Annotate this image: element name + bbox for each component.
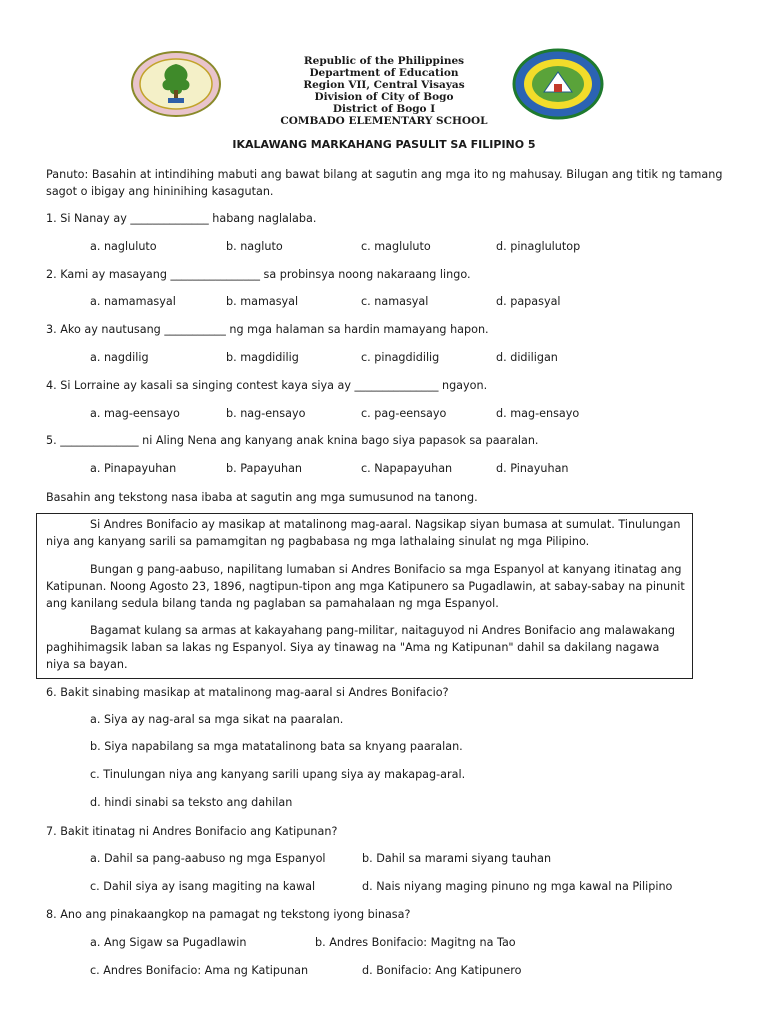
q2-option-a: a. namamasyal [90, 295, 176, 308]
q1-option-c: c. magluluto [361, 240, 431, 253]
q4-option-c: c. pag-eensayo [361, 407, 447, 420]
q1-option-b: b. nagluto [226, 240, 283, 253]
q7-option-b: b. Dahil sa marami siyang tauhan [362, 852, 552, 865]
q6-option-c: c. Tinulungan niya ang kanyang sarili upang siya ay makapag-aral. [90, 768, 466, 781]
q1-option-a: a. nagluluto [90, 240, 157, 253]
question-1: 1. Si Nanay ay ______________ habang naglalaba. [46, 212, 317, 225]
q5-option-b: b. Papayuhan [226, 462, 303, 475]
exam-title: IKALAWANG MARKAHANG PASULIT SA FILIPINO 5 [232, 138, 536, 151]
q3-option-a: a. nagdilig [90, 351, 149, 364]
header-department: Department of Education [309, 67, 459, 79]
q5-option-a: a. Pinapayuhan [90, 462, 177, 475]
q5-option-d: d. Pinayuhan [496, 462, 569, 475]
q4-option-d: d. mag-ensayo [496, 407, 580, 420]
q8-option-b: b. Andres Bonifacio: Magitng na Tao [315, 936, 516, 949]
question-6: 6. Bakit sinabing masikap at matalinong mag-aaral si Andres Bonifacio? [46, 686, 449, 699]
q4-option-b: b. nag-ensayo [226, 407, 306, 420]
q3-option-b: b. magdidilig [226, 351, 299, 364]
question-2: 2. Kami ay masayang ________________ sa probinsya noong nakaraang lingo. [46, 268, 471, 281]
q8-option-c: c. Andres Bonifacio: Ama ng Katipunan [90, 964, 309, 977]
q4-option-a: a. mag-eensayo [90, 407, 180, 420]
q7-option-a: a. Dahil sa pang-aabuso ng mga Espanyol [90, 852, 326, 865]
question-5: 5. ______________ ni Aling Nena ang kanyang anak knina bago siya papasok sa paaralan. [46, 434, 539, 447]
header-republic: Republic of the Philippines [303, 55, 465, 67]
q2-option-d: d. papasyal [496, 295, 561, 308]
q2-option-b: b. mamasyal [226, 295, 299, 308]
q3-option-c: c. pinagdidilig [361, 351, 440, 364]
question-8: 8. Ano ang pinakaangkop na pamagat ng tekstong iyong binasa? [46, 908, 411, 921]
header-district: District of Bogo I [332, 103, 436, 115]
passage-paragraph-3: Bagamat kulang sa armas at kakayahang pang-militar, naitaguyod ni Andres Bonifacio ang malawakang paghihimagsik laban sa lakas ng Espanyol. Siya ay tinawag na "Ama ng Katipunan" dahil sa dakilang nagawa niya sa bayan. [46, 624, 676, 671]
question-3: 3. Ako ay nautusang ___________ ng mga halaman sa hardin mamayang hapon. [46, 323, 489, 336]
question-4: 4. Si Lorraine ay kasali sa singing contest kaya siya ay _______________ ngayon. [46, 379, 488, 392]
deped-division-seal-icon [130, 50, 222, 118]
q7-option-c: c. Dahil siya ay isang magiting na kawal [90, 880, 316, 893]
instructions: Panuto: Basahin at intindihing mabuti ang bawat bilang at sagutin ang mga ito ng mahusay. Bilugan ang titik ng tamang sagot o ibigay ang hininihing kasagutan. [46, 168, 723, 198]
q5-option-c: c. Napapayuhan [361, 462, 453, 475]
q8-option-a: a. Ang Sigaw sa Pugadlawin [90, 936, 247, 949]
passage-paragraph-1: Si Andres Bonifacio ay masikap at matalinong mag-aaral. Nagsikap siyan bumasa at sumulat. Tinulungan niya ang kanyang sarili sa pamamgitan ng pagbabasa ng mga lathalaing sinulat ng mga Pilipino. [46, 518, 681, 548]
q2-option-c: c. namasyal [361, 295, 429, 308]
reading-instruction: Basahin ang tekstong nasa ibaba at sagutin ang mga sumusunod na tanong. [46, 491, 478, 504]
header-region: Region VII, Central Visayas [303, 79, 465, 91]
q6-option-b: b. Siya napabilang sa mga matatalinong bata sa knyang paaralan. [90, 740, 463, 753]
q7-option-d: d. Nais niyang maging pinuno ng mga kawal na Pilipino [362, 880, 673, 893]
school-seal-icon [512, 48, 604, 120]
school-header [230, 55, 538, 127]
q6-option-a: a. Siya ay nag-aral sa mga sikat na paaralan. [90, 713, 344, 726]
header-school: COMBADO ELEMENTARY SCHOOL [280, 115, 488, 127]
q1-option-d: d. pinaglulutop [496, 240, 581, 253]
q6-option-d: d. hindi sinabi sa teksto ang dahilan [90, 796, 293, 809]
q3-option-d: d. didiligan [496, 351, 558, 364]
q8-option-d: d. Bonifacio: Ang Katipunero [362, 964, 522, 977]
header-division: Division of City of Bogo [314, 91, 454, 103]
question-7: 7. Bakit itinatag ni Andres Bonifacio ang Katipunan? [46, 825, 338, 838]
passage-paragraph-2: Bungan g pang-aabuso, napilitang lumaban si Andres Bonifacio sa mga Espanyol at kanyang itinatag ang Katipunan. Noong Agosto 23, 1896, nagtipun-tipon ang mga Katipunero sa Pugadlawin, at sabay-sabay na pinunit ang kanilang sedula bilang tanda ng paglaban sa pamahalaan ng mga Espanyol. [46, 563, 685, 610]
